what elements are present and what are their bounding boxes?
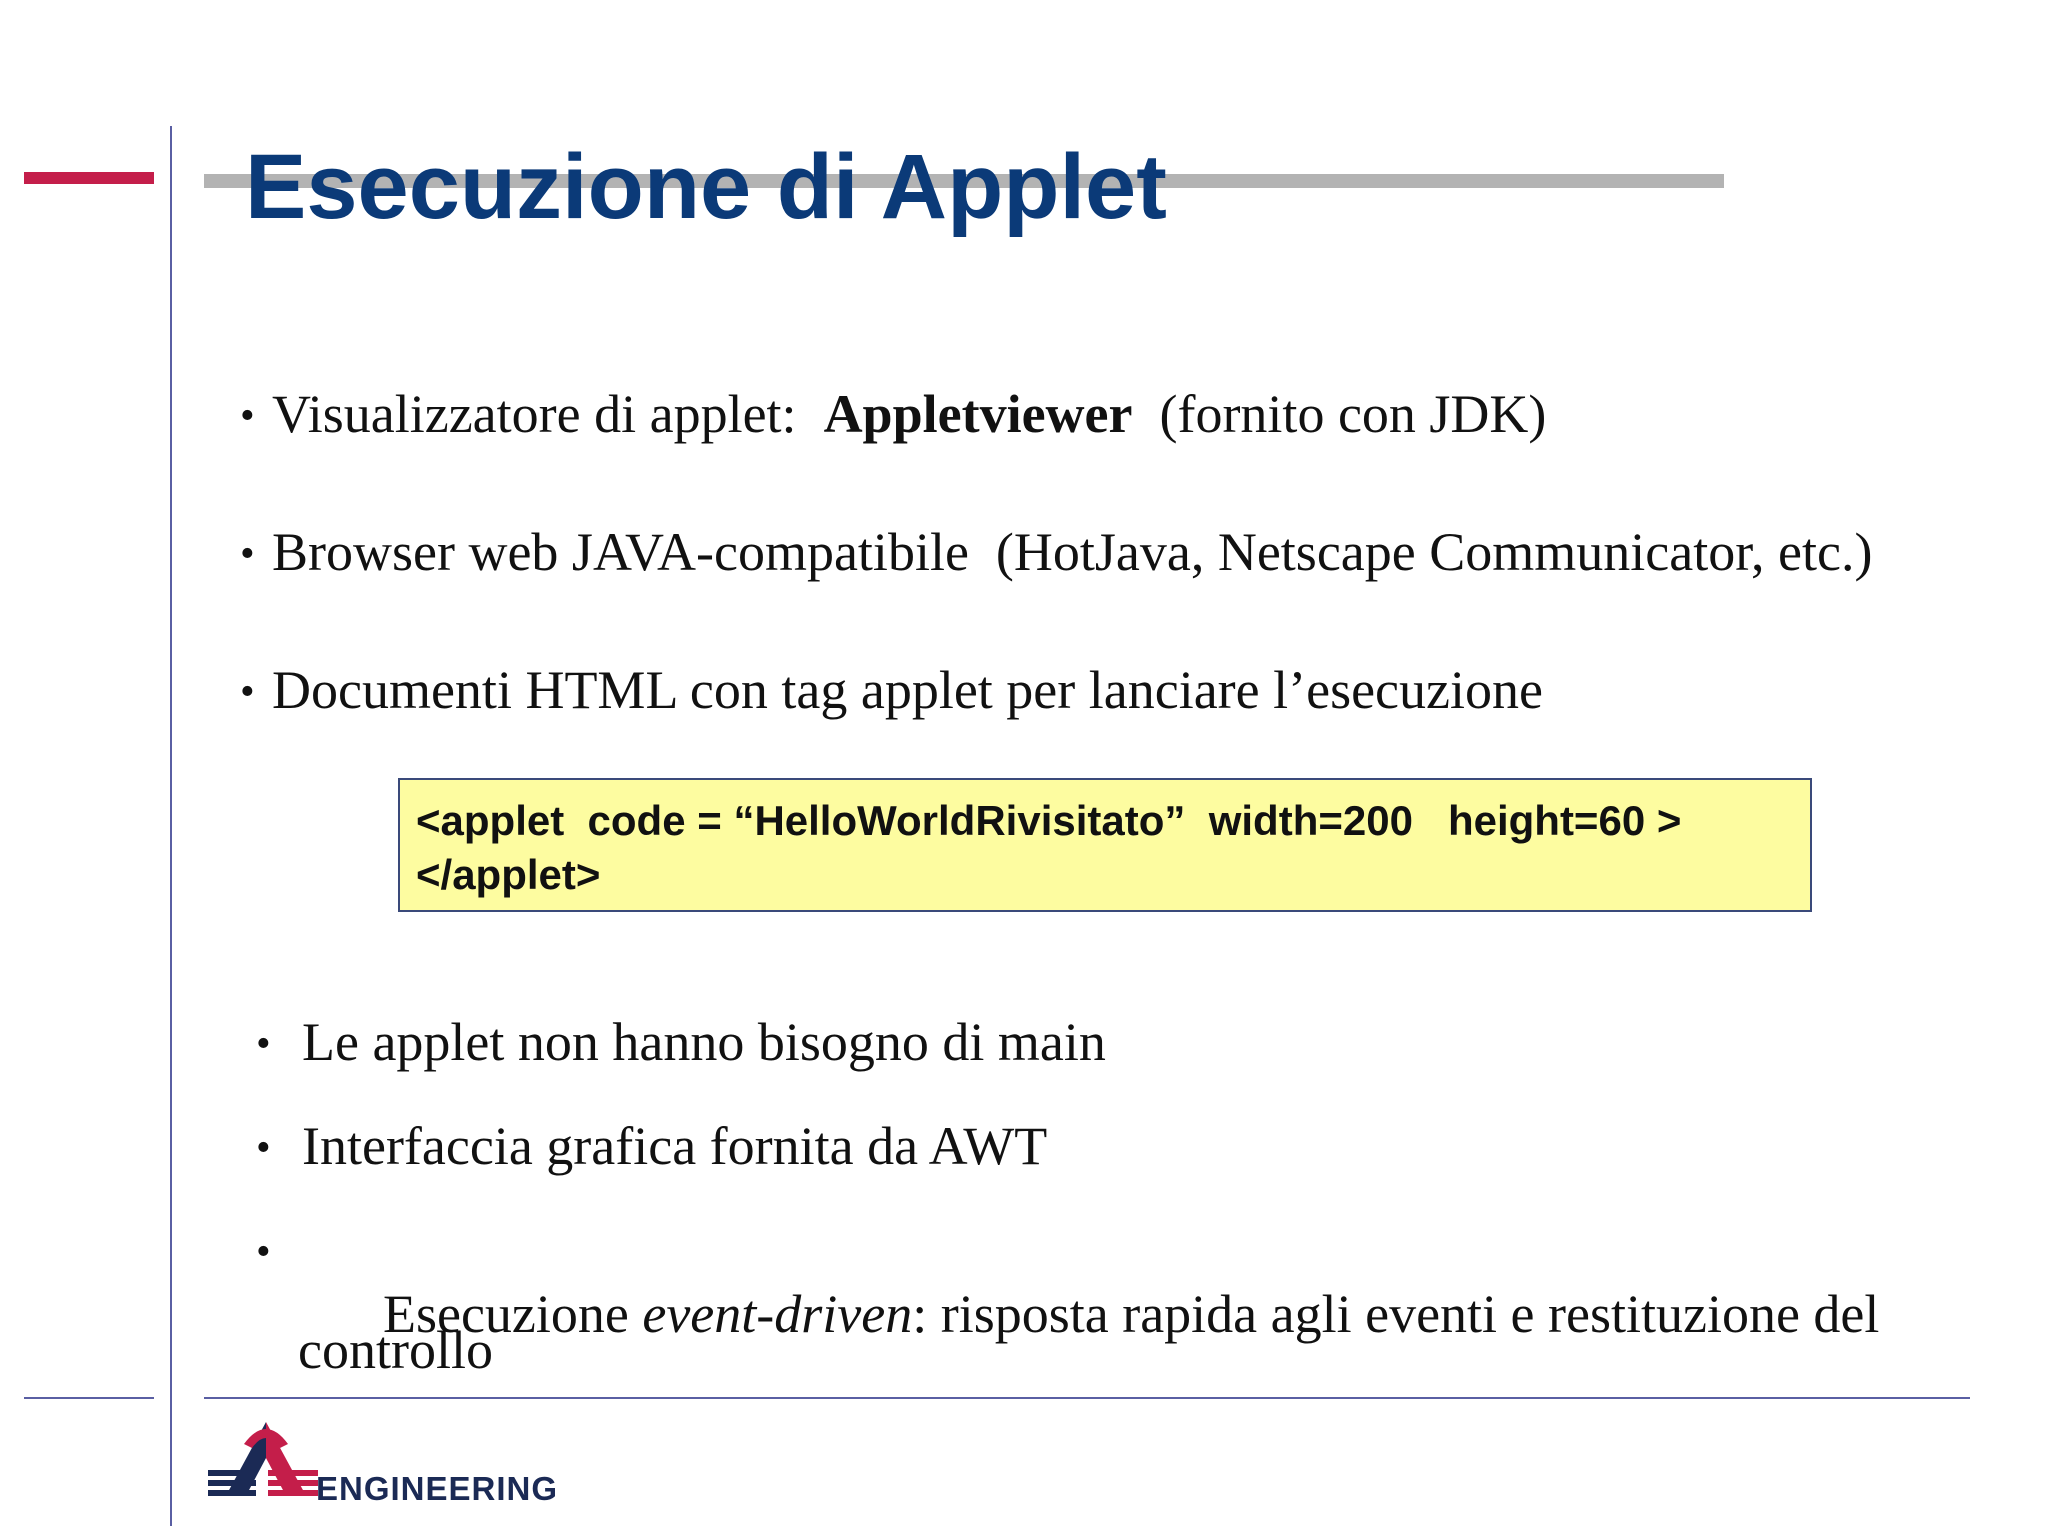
footer-line-left [24, 1397, 154, 1399]
title-accent-red-bar [24, 172, 154, 184]
bullet-text: Interfaccia grafica fornita da AWT [302, 1116, 1048, 1176]
bullet-text-prefix: Visualizzatore di applet: [272, 384, 824, 444]
bullet-text: Browser web JAVA-compatibile (HotJava, Netscape Communicator, etc.) [272, 522, 1873, 582]
bullet-dot: • [256, 1021, 271, 1067]
logo-text: ENGINEERING [316, 1470, 559, 1507]
bullet-dot: • [256, 1125, 271, 1171]
slide-title: Esecuzione di Applet [245, 136, 1167, 238]
bullet-event-driven-continuation: controllo [298, 1320, 493, 1380]
frame-vertical-line [170, 126, 172, 1526]
bullet-text-prefix: Esecuzione [383, 1284, 643, 1344]
bullet-dot: • [240, 393, 255, 439]
bullet-text-italic: event-driven [642, 1284, 913, 1344]
code-line-2: </applet> [416, 851, 601, 898]
code-line-1: <applet code = “HelloWorldRivisitato” width=200 height=60 > [416, 797, 1682, 844]
bullet-text-suffix: (fornito con JDK) [1132, 384, 1547, 444]
bullet-dot: • [240, 531, 255, 577]
bullet-text-bold: Appletviewer [823, 384, 1133, 444]
bullet-text-suffix: : risposta rapida agli eventi e restituzione del [912, 1284, 1880, 1344]
bullet-text: Le applet non hanno bisogno di main [302, 1012, 1106, 1072]
code-snippet-box [398, 778, 1812, 912]
bullet-dot: • [240, 669, 255, 715]
bullet-text: Documenti HTML con tag applet per lanciare l’esecuzione [272, 660, 1543, 720]
bullet-dot: • [256, 1229, 271, 1275]
